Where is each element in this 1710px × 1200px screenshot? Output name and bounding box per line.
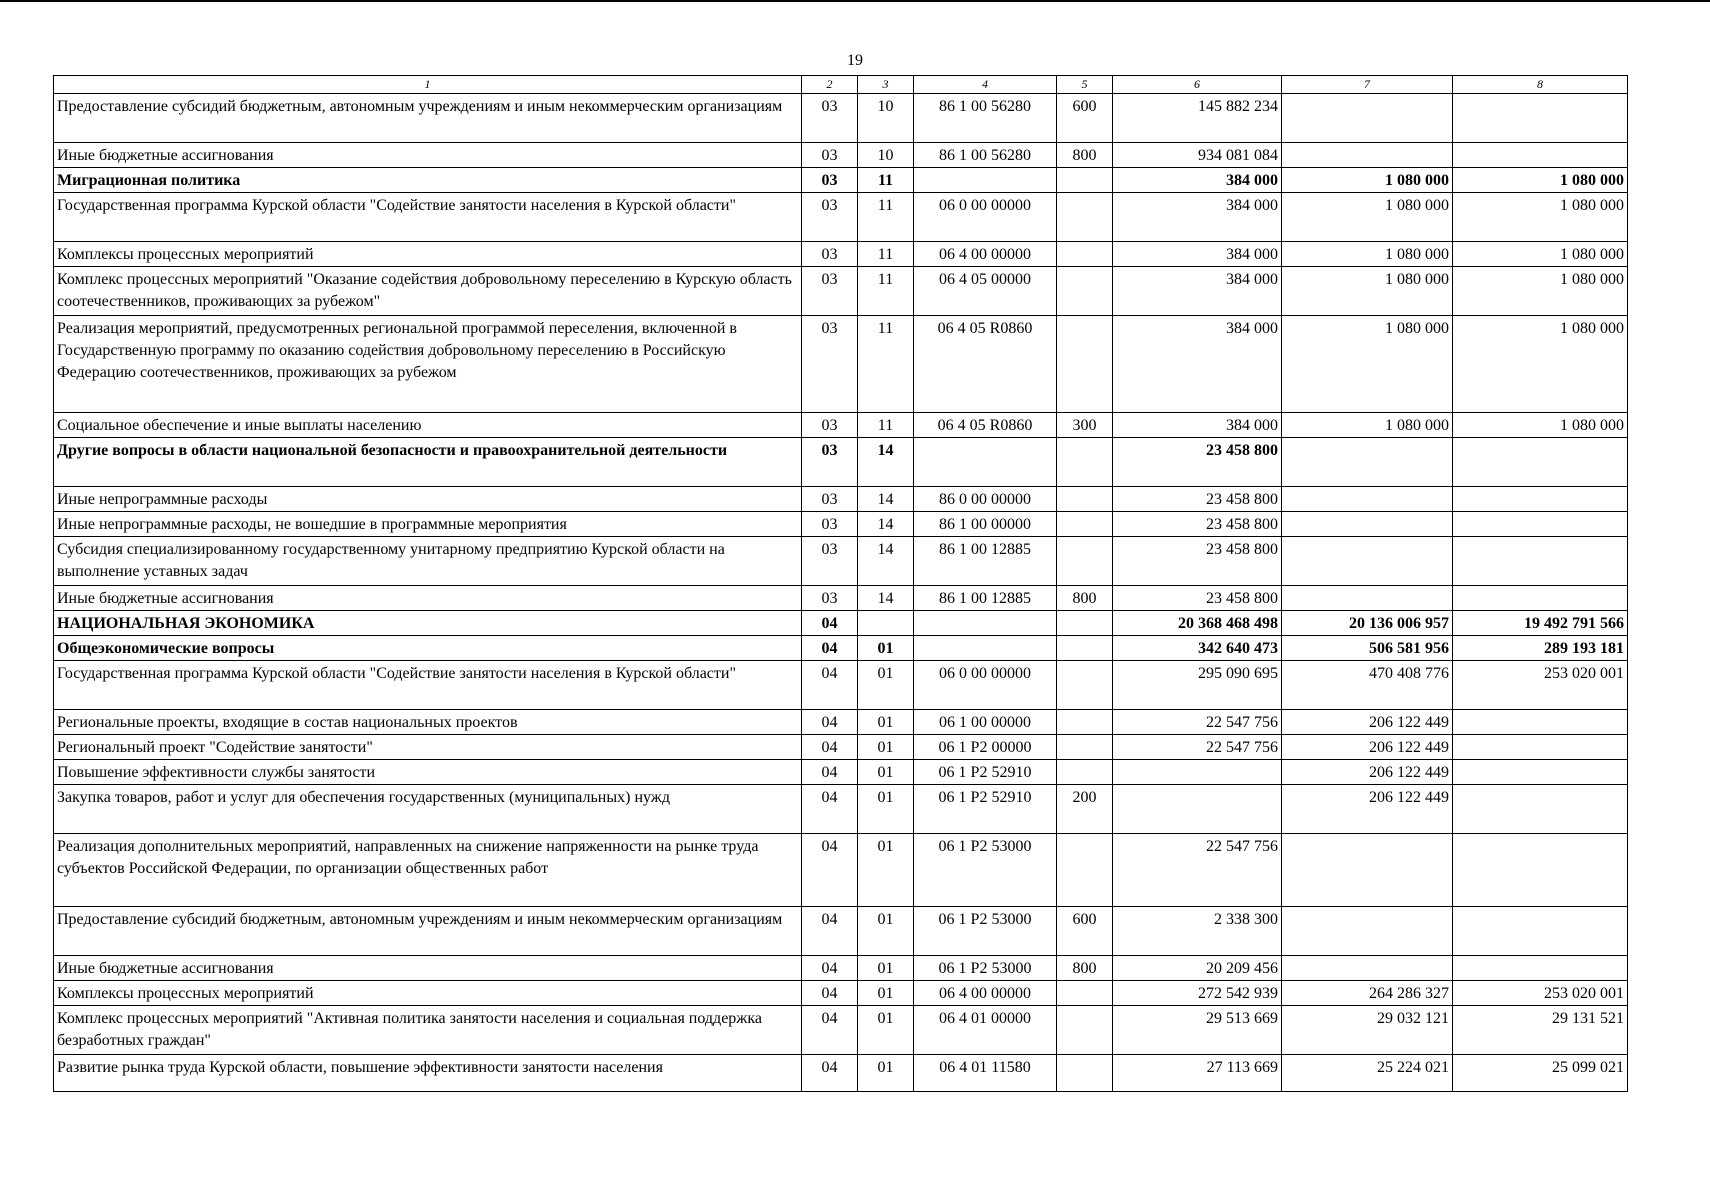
row-name-cell: Иные непрограммные расходы (54, 487, 802, 512)
target-article-cell: 06 4 05 R0860 (914, 316, 1057, 413)
amount-col8-cell (1453, 512, 1628, 537)
table-row (54, 512, 1628, 537)
table-row (54, 438, 1628, 487)
target-article-cell: 06 4 00 00000 (914, 981, 1057, 1006)
amount-col8-cell (1453, 956, 1628, 981)
row-name-cell: Субсидия специализированному государственному унитарному предприятию Курской области на выполнение уставных задач (54, 537, 802, 586)
subsection-code-cell: 11 (858, 242, 914, 267)
row-name-cell: Социальное обеспечение и иные выплаты населению (54, 413, 802, 438)
amount-col6-cell (1113, 785, 1282, 834)
amount-col8-cell (1453, 710, 1628, 735)
section-code-cell: 03 (802, 537, 858, 586)
subsection-code-cell: 14 (858, 487, 914, 512)
target-article-cell: 86 1 00 12885 (914, 586, 1057, 611)
table-row (54, 834, 1628, 907)
amount-col6-cell: 384 000 (1113, 413, 1282, 438)
row-name-cell: Комплекс процессных мероприятий "Активная политика занятости населения и социальная поддержка безработных граждан" (54, 1006, 802, 1055)
table-row (54, 316, 1628, 413)
table-row (54, 586, 1628, 611)
section-code-cell: 04 (802, 785, 858, 834)
target-article-cell (914, 611, 1057, 636)
amount-col6-cell: 934 081 084 (1113, 143, 1282, 168)
amount-col6-cell: 384 000 (1113, 168, 1282, 193)
row-name-cell: Миграционная политика (54, 168, 802, 193)
column-number-7: 7 (1282, 76, 1453, 94)
table-row (54, 413, 1628, 438)
expense-type-cell (1057, 438, 1113, 487)
section-code-cell: 04 (802, 661, 858, 710)
target-article-cell: 06 4 01 11580 (914, 1055, 1057, 1092)
amount-col7-cell (1282, 438, 1453, 487)
amount-col7-cell: 206 122 449 (1282, 735, 1453, 760)
amount-col8-cell (1453, 537, 1628, 586)
section-code-cell: 04 (802, 981, 858, 1006)
expense-type-cell: 300 (1057, 413, 1113, 438)
column-number-3: 3 (858, 76, 914, 94)
subsection-code-cell: 01 (858, 907, 914, 956)
row-name-cell: Иные бюджетные ассигнования (54, 586, 802, 611)
target-article-cell: 06 4 01 00000 (914, 1006, 1057, 1055)
amount-col7-cell (1282, 512, 1453, 537)
section-code-cell: 03 (802, 168, 858, 193)
subsection-code-cell: 14 (858, 586, 914, 611)
amount-col7-cell: 470 408 776 (1282, 661, 1453, 710)
amount-col7-cell: 1 080 000 (1282, 193, 1453, 242)
amount-col7-cell (1282, 143, 1453, 168)
target-article-cell: 06 1 P2 52910 (914, 785, 1057, 834)
row-name-cell: Другие вопросы в области национальной безопасности и правоохранительной деятельности (54, 438, 802, 487)
subsection-code-cell: 11 (858, 193, 914, 242)
amount-col8-cell (1453, 834, 1628, 907)
expense-type-cell (1057, 242, 1113, 267)
amount-col6-cell: 29 513 669 (1113, 1006, 1282, 1055)
table-row (54, 267, 1628, 316)
row-name-cell: Реализация мероприятий, предусмотренных региональной программой переселения, включенной в Государственную программу по оказанию содействия добровольному переселению в Российскую Федерацию соотечественников, проживающих за рубежом (54, 316, 802, 413)
section-code-cell: 04 (802, 735, 858, 760)
amount-col8-cell (1453, 586, 1628, 611)
section-code-cell: 03 (802, 242, 858, 267)
scan-top-border (0, 0, 1710, 2)
expense-type-cell (1057, 661, 1113, 710)
section-code-cell: 04 (802, 611, 858, 636)
amount-col8-cell (1453, 438, 1628, 487)
amount-col8-cell: 29 131 521 (1453, 1006, 1628, 1055)
table-row (54, 537, 1628, 586)
column-number-2: 2 (802, 76, 858, 94)
section-code-cell: 04 (802, 710, 858, 735)
table-row (54, 710, 1628, 735)
table-row (54, 168, 1628, 193)
amount-col8-cell: 1 080 000 (1453, 413, 1628, 438)
expense-type-cell: 800 (1057, 143, 1113, 168)
amount-col6-cell: 23 458 800 (1113, 537, 1282, 586)
row-name-cell: НАЦИОНАЛЬНАЯ ЭКОНОМИКА (54, 611, 802, 636)
amount-col7-cell: 206 122 449 (1282, 710, 1453, 735)
table-row (54, 143, 1628, 168)
section-code-cell: 03 (802, 487, 858, 512)
target-article-cell: 06 4 05 00000 (914, 267, 1057, 316)
expense-type-cell (1057, 537, 1113, 586)
expense-type-cell (1057, 1006, 1113, 1055)
row-name-cell: Региональные проекты, входящие в состав национальных проектов (54, 710, 802, 735)
subsection-code-cell: 01 (858, 735, 914, 760)
expense-type-cell (1057, 267, 1113, 316)
row-name-cell: Комплекс процессных мероприятий "Оказание содействия добровольному переселению в Курскую область соотечественников, проживающих за рубежом" (54, 267, 802, 316)
subsection-code-cell: 01 (858, 760, 914, 785)
subsection-code-cell: 11 (858, 316, 914, 413)
amount-col7-cell: 20 136 006 957 (1282, 611, 1453, 636)
row-name-cell: Закупка товаров, работ и услуг для обеспечения государственных (муниципальных) нужд (54, 785, 802, 834)
amount-col7-cell: 264 286 327 (1282, 981, 1453, 1006)
amount-col7-cell (1282, 586, 1453, 611)
target-article-cell (914, 438, 1057, 487)
amount-col6-cell: 27 113 669 (1113, 1055, 1282, 1092)
target-article-cell: 86 0 00 00000 (914, 487, 1057, 512)
section-code-cell: 03 (802, 316, 858, 413)
amount-col7-cell: 29 032 121 (1282, 1006, 1453, 1055)
expense-type-cell (1057, 193, 1113, 242)
amount-col8-cell: 1 080 000 (1453, 267, 1628, 316)
target-article-cell: 06 1 P2 53000 (914, 956, 1057, 981)
amount-col7-cell: 1 080 000 (1282, 316, 1453, 413)
amount-col8-cell (1453, 907, 1628, 956)
amount-col6-cell: 342 640 473 (1113, 636, 1282, 661)
amount-col6-cell: 384 000 (1113, 316, 1282, 413)
column-number-6: 6 (1113, 76, 1282, 94)
subsection-code-cell: 01 (858, 981, 914, 1006)
amount-col6-cell: 2 338 300 (1113, 907, 1282, 956)
amount-col6-cell: 384 000 (1113, 267, 1282, 316)
section-code-cell: 04 (802, 907, 858, 956)
expense-type-cell (1057, 834, 1113, 907)
amount-col8-cell (1453, 785, 1628, 834)
subsection-code-cell: 14 (858, 512, 914, 537)
amount-col8-cell (1453, 143, 1628, 168)
row-name-cell: Государственная программа Курской области "Содействие занятости населения в Курской области" (54, 193, 802, 242)
amount-col8-cell: 25 099 021 (1453, 1055, 1628, 1092)
amount-col7-cell (1282, 907, 1453, 956)
table-row (54, 193, 1628, 242)
section-code-cell: 04 (802, 760, 858, 785)
subsection-code-cell: 01 (858, 834, 914, 907)
subsection-code-cell: 10 (858, 143, 914, 168)
row-name-cell: Иные бюджетные ассигнования (54, 143, 802, 168)
expense-type-cell (1057, 611, 1113, 636)
expense-type-cell: 800 (1057, 586, 1113, 611)
table-row (54, 956, 1628, 981)
amount-col6-cell: 22 547 756 (1113, 710, 1282, 735)
amount-col8-cell: 19 492 791 566 (1453, 611, 1628, 636)
column-number-8: 8 (1453, 76, 1628, 94)
subsection-code-cell: 01 (858, 1055, 914, 1092)
subsection-code-cell: 11 (858, 267, 914, 316)
amount-col8-cell (1453, 735, 1628, 760)
subsection-code-cell (858, 611, 914, 636)
table-row (54, 735, 1628, 760)
section-code-cell: 03 (802, 512, 858, 537)
column-number-5: 5 (1057, 76, 1113, 94)
target-article-cell: 06 4 05 R0860 (914, 413, 1057, 438)
table-row (54, 907, 1628, 956)
section-code-cell: 04 (802, 636, 858, 661)
target-article-cell: 06 0 00 00000 (914, 193, 1057, 242)
amount-col7-cell: 506 581 956 (1282, 636, 1453, 661)
table-row (54, 242, 1628, 267)
subsection-code-cell: 01 (858, 785, 914, 834)
row-name-cell: Общеэкономические вопросы (54, 636, 802, 661)
subsection-code-cell: 10 (858, 94, 914, 143)
expense-type-cell (1057, 981, 1113, 1006)
amount-col6-cell: 23 458 800 (1113, 487, 1282, 512)
row-name-cell: Комплексы процессных мероприятий (54, 242, 802, 267)
section-code-cell: 03 (802, 267, 858, 316)
row-name-cell: Иные непрограммные расходы, не вошедшие в программные мероприятия (54, 512, 802, 537)
amount-col7-cell (1282, 834, 1453, 907)
amount-col8-cell: 1 080 000 (1453, 168, 1628, 193)
table-body (54, 76, 1628, 1092)
amount-col8-cell (1453, 94, 1628, 143)
row-name-cell: Комплексы процессных мероприятий (54, 981, 802, 1006)
section-code-cell: 03 (802, 94, 858, 143)
budget-table (53, 75, 1628, 1092)
target-article-cell: 06 1 P2 53000 (914, 907, 1057, 956)
expense-type-cell (1057, 168, 1113, 193)
subsection-code-cell: 11 (858, 413, 914, 438)
table-row (54, 760, 1628, 785)
expense-type-cell (1057, 1055, 1113, 1092)
amount-col6-cell: 384 000 (1113, 242, 1282, 267)
amount-col7-cell: 1 080 000 (1282, 267, 1453, 316)
section-code-cell: 04 (802, 1055, 858, 1092)
target-article-cell: 86 1 00 56280 (914, 94, 1057, 143)
subsection-code-cell: 01 (858, 1006, 914, 1055)
amount-col6-cell: 20 209 456 (1113, 956, 1282, 981)
table-row (54, 785, 1628, 834)
expense-type-cell (1057, 636, 1113, 661)
amount-col8-cell: 253 020 001 (1453, 661, 1628, 710)
amount-col8-cell: 1 080 000 (1453, 193, 1628, 242)
table-row (54, 661, 1628, 710)
table-row (54, 94, 1628, 143)
subsection-code-cell: 01 (858, 661, 914, 710)
target-article-cell: 06 1 P2 53000 (914, 834, 1057, 907)
subsection-code-cell: 01 (858, 956, 914, 981)
expense-type-cell: 800 (1057, 956, 1113, 981)
amount-col6-cell: 20 368 468 498 (1113, 611, 1282, 636)
section-code-cell: 03 (802, 438, 858, 487)
section-code-cell: 03 (802, 586, 858, 611)
row-name-cell: Иные бюджетные ассигнования (54, 956, 802, 981)
subsection-code-cell: 11 (858, 168, 914, 193)
row-name-cell: Предоставление субсидий бюджетным, автономным учреждениям и иным некоммерческим организациям (54, 907, 802, 956)
column-number-4: 4 (914, 76, 1057, 94)
table-row (54, 1006, 1628, 1055)
expense-type-cell (1057, 710, 1113, 735)
row-name-cell: Региональный проект "Содействие занятости" (54, 735, 802, 760)
expense-type-cell: 200 (1057, 785, 1113, 834)
row-name-cell: Реализация дополнительных мероприятий, направленных на снижение напряженности на рынке труда субъектов Российской Федерации, по организации общественных работ (54, 834, 802, 907)
amount-col7-cell: 25 224 021 (1282, 1055, 1453, 1092)
amount-col6-cell: 23 458 800 (1113, 586, 1282, 611)
section-code-cell: 03 (802, 143, 858, 168)
target-article-cell: 86 1 00 56280 (914, 143, 1057, 168)
amount-col8-cell (1453, 487, 1628, 512)
expense-type-cell (1057, 760, 1113, 785)
amount-col7-cell: 1 080 000 (1282, 413, 1453, 438)
amount-col7-cell (1282, 94, 1453, 143)
expense-type-cell (1057, 487, 1113, 512)
amount-col7-cell (1282, 487, 1453, 512)
table-row (54, 1055, 1628, 1092)
table-row (54, 981, 1628, 1006)
subsection-code-cell: 01 (858, 636, 914, 661)
amount-col7-cell: 1 080 000 (1282, 242, 1453, 267)
target-article-cell: 06 1 P2 00000 (914, 735, 1057, 760)
expense-type-cell (1057, 735, 1113, 760)
column-number-1: 1 (54, 76, 802, 94)
row-name-cell: Предоставление субсидий бюджетным, автономным учреждениям и иным некоммерческим организациям (54, 94, 802, 143)
target-article-cell: 06 4 00 00000 (914, 242, 1057, 267)
amount-col8-cell (1453, 760, 1628, 785)
target-article-cell: 06 1 00 00000 (914, 710, 1057, 735)
amount-col7-cell (1282, 537, 1453, 586)
table-row (54, 636, 1628, 661)
amount-col7-cell: 206 122 449 (1282, 785, 1453, 834)
target-article-cell: 86 1 00 12885 (914, 537, 1057, 586)
table-row (54, 611, 1628, 636)
subsection-code-cell: 14 (858, 438, 914, 487)
page-number: 19 (847, 52, 863, 69)
amount-col6-cell: 22 547 756 (1113, 834, 1282, 907)
target-article-cell (914, 636, 1057, 661)
row-name-cell: Повышение эффективности службы занятости (54, 760, 802, 785)
amount-col7-cell: 206 122 449 (1282, 760, 1453, 785)
row-name-cell: Развитие рынка труда Курской области, повышение эффективности занятости населения (54, 1055, 802, 1092)
amount-col6-cell: 22 547 756 (1113, 735, 1282, 760)
amount-col8-cell: 289 193 181 (1453, 636, 1628, 661)
expense-type-cell (1057, 316, 1113, 413)
expense-type-cell: 600 (1057, 94, 1113, 143)
subsection-code-cell: 01 (858, 710, 914, 735)
amount-col6-cell (1113, 760, 1282, 785)
column-number-row (54, 76, 1628, 94)
amount-col7-cell (1282, 956, 1453, 981)
amount-col6-cell: 23 458 800 (1113, 512, 1282, 537)
section-code-cell: 04 (802, 1006, 858, 1055)
section-code-cell: 03 (802, 413, 858, 438)
target-article-cell (914, 168, 1057, 193)
table-row (54, 487, 1628, 512)
expense-type-cell: 600 (1057, 907, 1113, 956)
amount-col6-cell: 23 458 800 (1113, 438, 1282, 487)
target-article-cell: 06 0 00 00000 (914, 661, 1057, 710)
section-code-cell: 04 (802, 834, 858, 907)
target-article-cell: 86 1 00 00000 (914, 512, 1057, 537)
amount-col8-cell: 253 020 001 (1453, 981, 1628, 1006)
amount-col6-cell: 272 542 939 (1113, 981, 1282, 1006)
subsection-code-cell: 14 (858, 537, 914, 586)
amount-col6-cell: 145 882 234 (1113, 94, 1282, 143)
amount-col8-cell: 1 080 000 (1453, 242, 1628, 267)
amount-col6-cell: 295 090 695 (1113, 661, 1282, 710)
target-article-cell: 06 1 P2 52910 (914, 760, 1057, 785)
amount-col8-cell: 1 080 000 (1453, 316, 1628, 413)
expense-type-cell (1057, 512, 1113, 537)
section-code-cell: 03 (802, 193, 858, 242)
row-name-cell: Государственная программа Курской области "Содействие занятости населения в Курской области" (54, 661, 802, 710)
section-code-cell: 04 (802, 956, 858, 981)
amount-col6-cell: 384 000 (1113, 193, 1282, 242)
amount-col7-cell: 1 080 000 (1282, 168, 1453, 193)
